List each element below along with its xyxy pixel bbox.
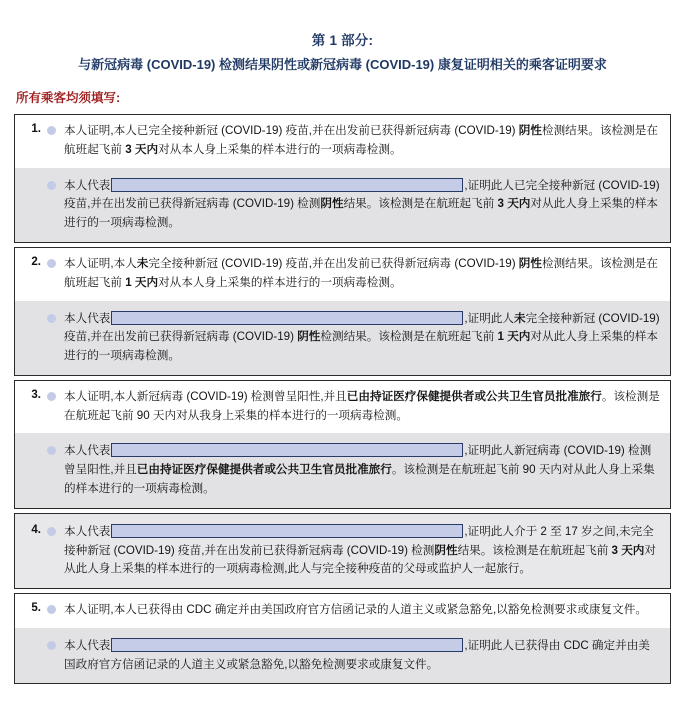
- bullet-icon: [47, 527, 56, 536]
- self-attestation-text: [64, 601, 660, 620]
- self-attestation-row: [15, 248, 670, 301]
- proxy-attestation-text: [64, 177, 660, 233]
- proxy-attestation-row: [15, 628, 670, 684]
- text-bold: 3 天内: [611, 543, 645, 557]
- text-bold: 阴性: [518, 124, 542, 138]
- bullet-icon: [47, 446, 56, 455]
- proxy-attestation-text: [64, 310, 660, 366]
- self-attestation-text: [64, 255, 660, 293]
- proxy-attestation-text: [64, 637, 660, 675]
- bullet-icon: [47, 126, 56, 135]
- text-segment: 本人代表: [64, 178, 111, 192]
- text-bold: 未: [514, 311, 526, 325]
- name-input-field[interactable]: [111, 524, 463, 538]
- proxy-attestation-row: [15, 514, 670, 588]
- text-bold: 阴性: [297, 330, 321, 344]
- text-segment: ,证明此人已获得由 CDC 确定并由美国政府官方信函记录的人道主义或紧急豁免,以豁免检测要求或康复文件。: [64, 638, 650, 671]
- text-segment: ,证明此人介于 2 至 17 岁之间,未完全接种新冠 (COVID-19) 疫苗,并在出发前已获得新冠病毒 (COVID-19) 检测: [64, 524, 654, 557]
- text-segment: ,证明此人新冠病毒 (COVID-19) 检测曾呈阳性,并且: [64, 444, 652, 477]
- self-attestation-row: [15, 594, 670, 628]
- self-attestation-text: [64, 122, 660, 160]
- text-segment: 完全接种新冠 (COVID-19) 疫苗,并在出发前已获得新冠病毒 (COVID-19): [148, 256, 519, 270]
- proxy-attestation-text: [64, 442, 660, 498]
- text-bold: 1 天内: [497, 330, 531, 344]
- text-bold: 3 天内: [125, 142, 159, 156]
- proxy-attestation-row: [15, 301, 670, 375]
- text-segment: 本人证明,本人新冠病毒 (COVID-19) 检测曾呈阳性,并且: [64, 389, 347, 403]
- bullet-icon: [47, 259, 56, 268]
- item-number: 5.: [31, 602, 41, 615]
- proxy-attestation-row: [15, 433, 670, 507]
- text-segment: 对从本人身上采集的样本进行的一项病毒检测。: [158, 275, 402, 289]
- text-segment: 本人证明,本人已完全接种新冠 (COVID-19) 疫苗,并在出发前已获得新冠病毒 (COVID-19): [64, 124, 519, 138]
- text-segment: 结果。该检测是在航班起飞前: [457, 543, 612, 557]
- text-segment: 本人代表: [64, 444, 111, 458]
- text-segment: 对从此人身上采集的样本进行的一项病毒检测,此人与完全接种疫苗的父母或监护人一起旅行。: [64, 543, 656, 576]
- name-input-field[interactable]: [111, 638, 463, 652]
- text-segment: 对从本人身上采集的样本进行的一项病毒检测。: [158, 142, 402, 156]
- attestation-item-3: [14, 380, 671, 509]
- bullet-icon: [47, 181, 56, 190]
- text-segment: 本人证明,本人已获得由 CDC 确定并由美国政府官方信函记录的人道主义或紧急豁免,以豁免检测要求或康复文件。: [64, 603, 647, 617]
- bullet-icon: [47, 314, 56, 323]
- bullet-icon: [47, 392, 56, 401]
- text-bold: 3 天内: [497, 197, 531, 211]
- text-bold: 阴性: [320, 197, 344, 211]
- attestation-item-2: [14, 247, 671, 376]
- name-input-field[interactable]: [111, 178, 463, 192]
- page-subtitle: 与新冠病毒 (COVID-19) 检测结果阴性或新冠病毒 (COVID-19) 康复证明相关的乘客证明要求: [78, 56, 607, 72]
- self-attestation-row: [15, 381, 670, 434]
- text-segment: 本人代表: [64, 311, 111, 325]
- text-bold: 1 天内: [125, 275, 159, 289]
- text-segment: 对从此人身上采集的样本进行的一项病毒检测。: [64, 330, 658, 363]
- bullet-icon: [47, 641, 56, 650]
- text-bold: 未: [136, 256, 149, 270]
- all-passengers-heading: 所有乘客均须填写:: [16, 91, 121, 106]
- text-segment: 检测结果。该检测是在航班起飞前: [64, 256, 658, 289]
- attestation-item-5: [14, 593, 671, 684]
- document-header: [14, 0, 671, 74]
- name-input-field[interactable]: [111, 311, 463, 325]
- text-segment: 完全接种新冠 (COVID-19) 疫苗,并在出发前已获得新冠病毒 (COVID-19): [64, 311, 660, 344]
- text-segment: 结果。该检测是在航班起飞前: [343, 197, 498, 211]
- item-number: 3.: [31, 388, 41, 401]
- attestation-item-4: [14, 513, 671, 589]
- text-segment: 。该检测是在航班起飞前 90 天内对从此人身上采集的样本进行的一项病毒检测。: [64, 463, 655, 495]
- text-segment: ,证明此人: [464, 311, 514, 325]
- item-number: 1.: [31, 123, 41, 136]
- attestation-items-list: [14, 114, 671, 684]
- attestation-item-1: [14, 114, 671, 243]
- self-attestation-row: [15, 115, 670, 168]
- proxy-attestation-text: [64, 523, 660, 579]
- name-input-field[interactable]: [111, 443, 463, 457]
- text-segment: 本人代表: [64, 638, 111, 652]
- text-segment: 检测结果。该检测是在航班起飞前: [64, 124, 658, 156]
- text-bold: 已由持证医疗保健提供者或公共卫生官员批准旅行: [136, 463, 392, 477]
- proxy-attestation-row: [15, 168, 670, 242]
- text-segment: 本人代表: [64, 524, 111, 538]
- self-attestation-text: [64, 388, 660, 426]
- text-bold: 已由持证医疗保健提供者或公共卫生官员批准旅行: [346, 389, 602, 403]
- item-number: 4.: [31, 523, 41, 536]
- bullet-icon: [47, 605, 56, 614]
- text-segment: 对从此人身上采集的样本进行的一项病毒检测。: [64, 197, 658, 230]
- text-segment: 检测结果。该检测是在航班起飞前: [320, 330, 498, 344]
- item-number: 2.: [31, 255, 41, 268]
- text-segment: ,证明此人已完全接种新冠 (COVID-19) 疫苗,并在出发前已获得新冠病毒 (COVID-19) 检测: [64, 178, 660, 211]
- text-bold: 阴性: [434, 543, 458, 557]
- text-segment: 。该检测是在航班起飞前 90 天内对从我身上采集的样本进行的一项病毒检测。: [64, 389, 660, 422]
- text-segment: 本人证明,本人: [64, 256, 137, 270]
- page-title: 第 1 部分:: [311, 33, 374, 48]
- text-bold: 阴性: [518, 256, 542, 270]
